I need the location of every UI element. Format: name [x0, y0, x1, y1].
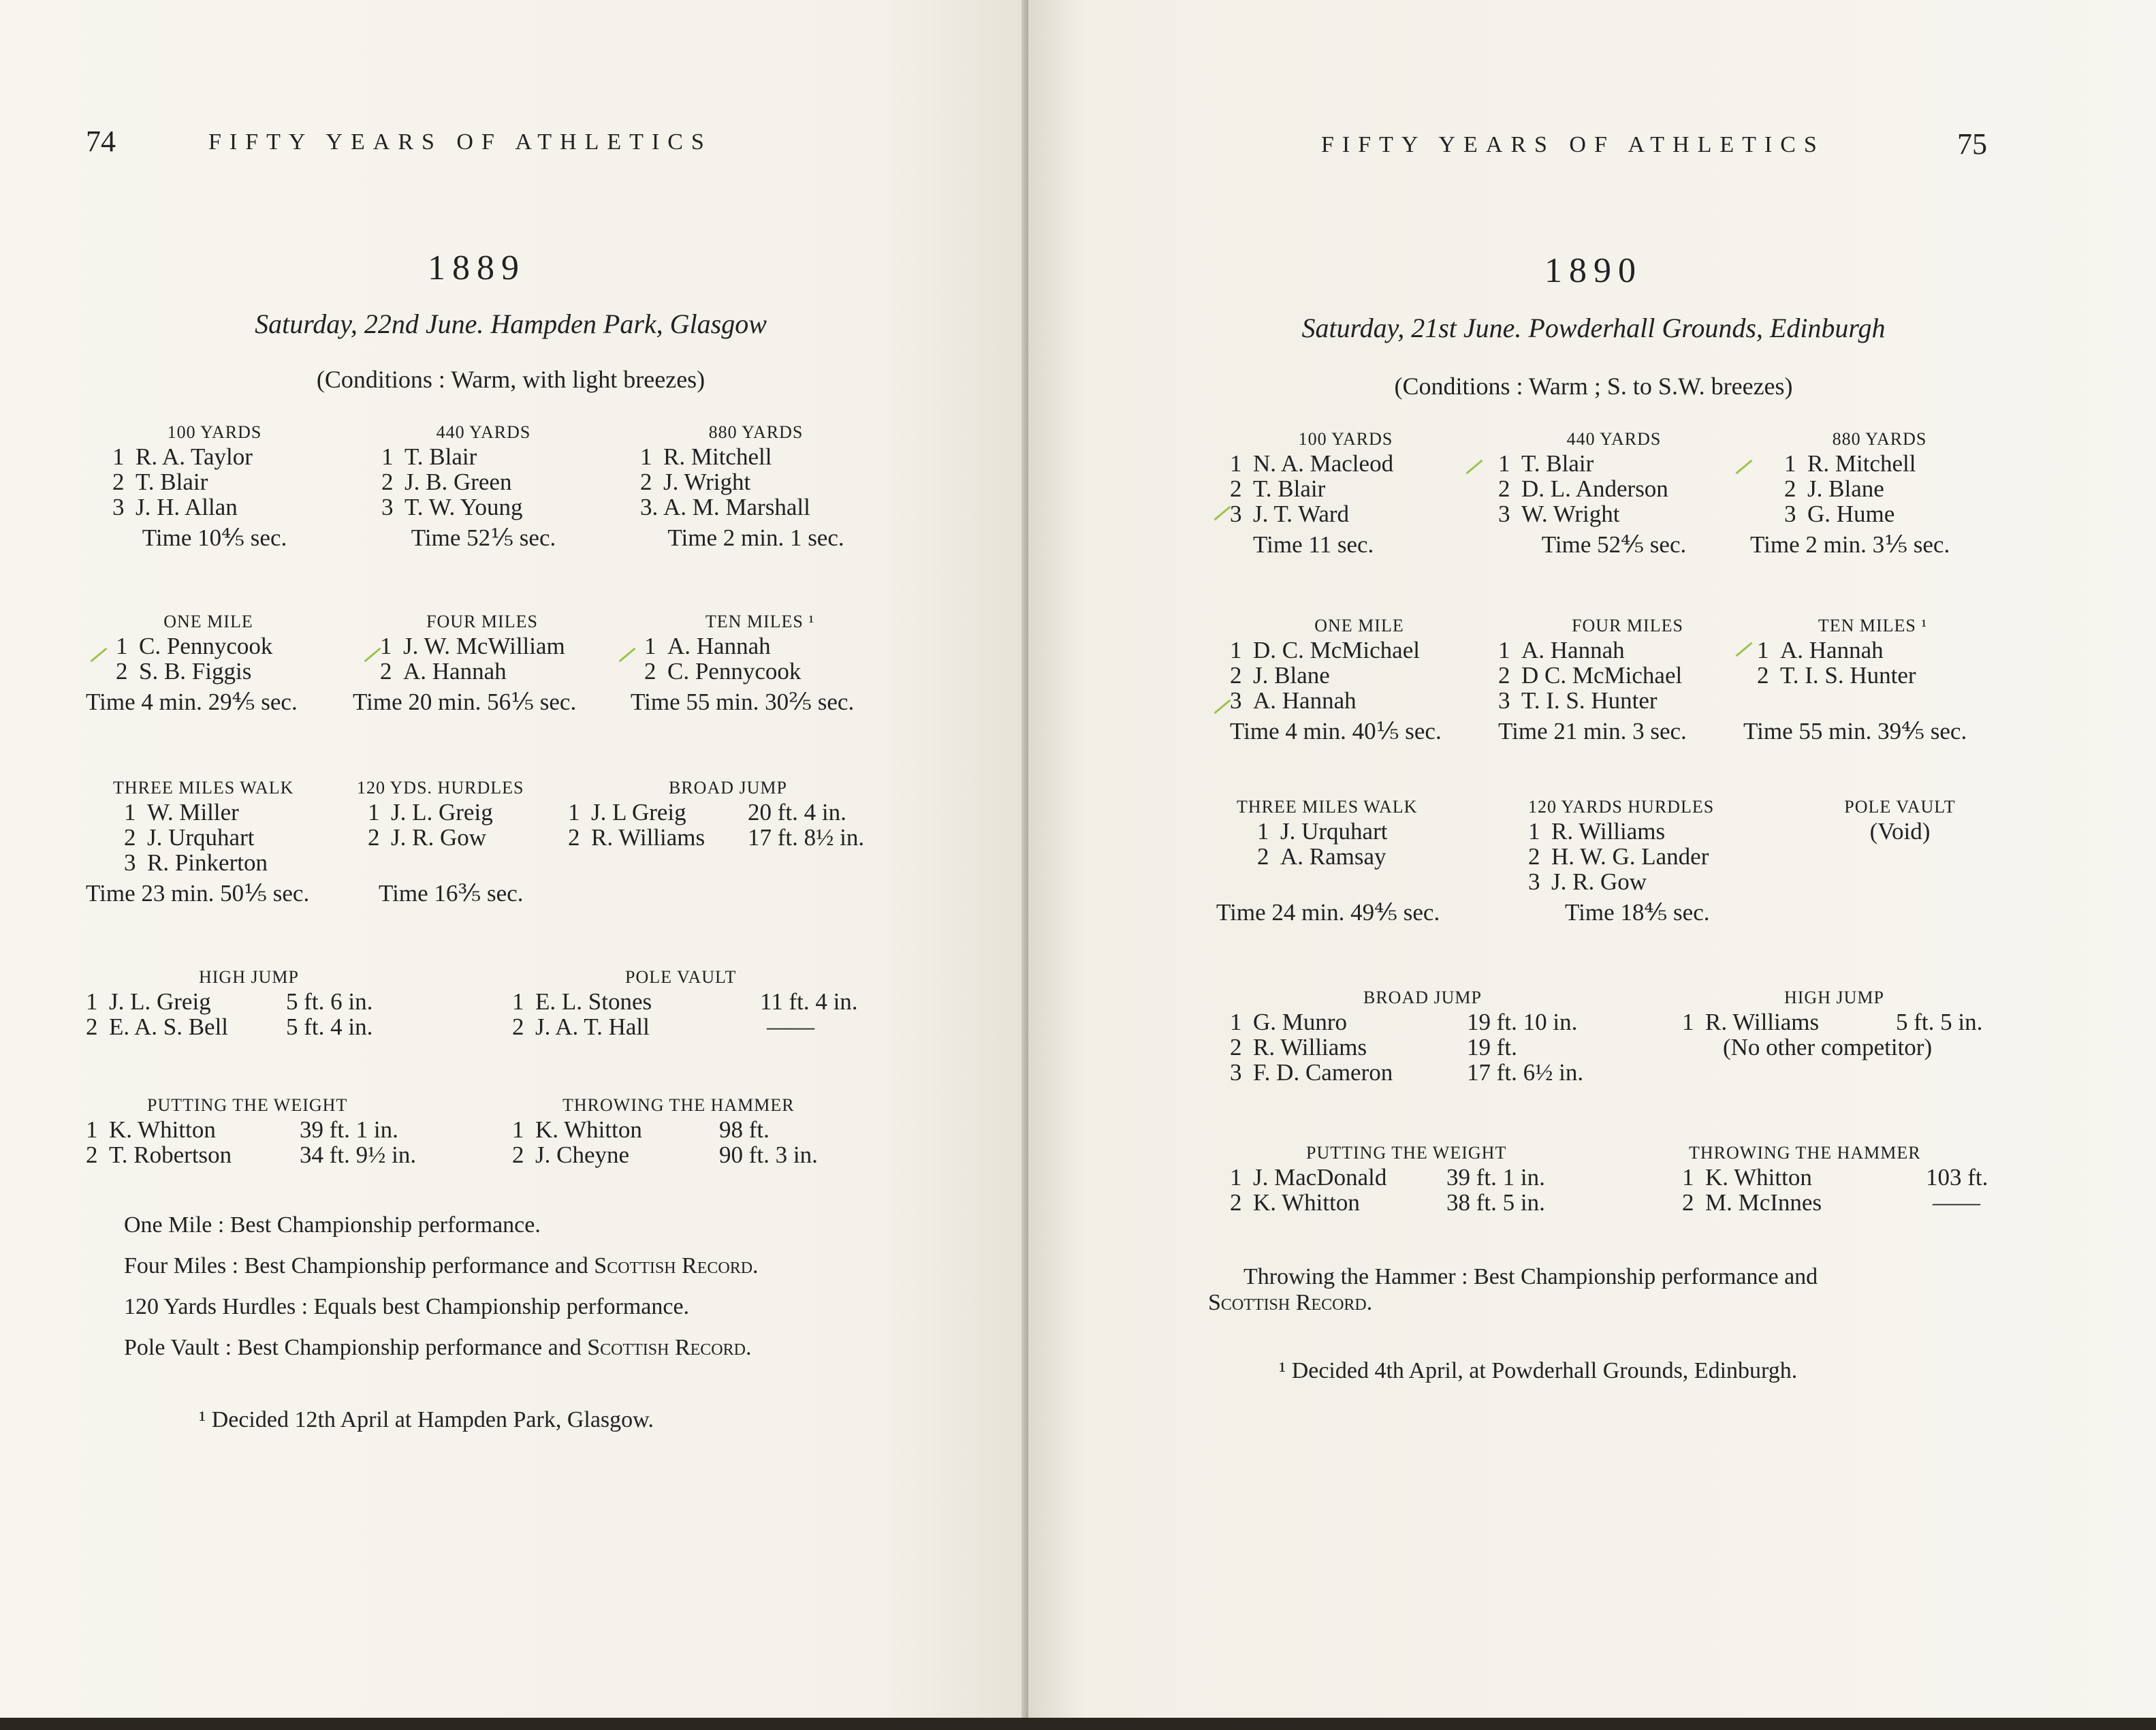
result-name: G. Hume	[1807, 501, 1895, 527]
event-time: Time 18⅘ sec.	[1565, 899, 1710, 926]
pencil-tick-mark	[1214, 506, 1231, 521]
result-name: A. M. Marshall	[663, 494, 810, 520]
result-name: H. W. G. Lander	[1551, 843, 1709, 870]
event-title: BROAD JUMP	[1363, 988, 1482, 1007]
event-time: Time 55 min. 39⅘ sec.	[1743, 718, 1967, 744]
result-name: T. Blair	[136, 469, 208, 495]
event-title: PUTTING THE WEIGHT	[1306, 1143, 1507, 1163]
result-value: 103 ft.	[1926, 1164, 1988, 1191]
event-putting-the-weight: PUTTING THE WEIGHT 1 J. MacDonald 39 ft. 1 in. 2 K. Whitton 38 ft. 5 in.	[1230, 1142, 1611, 1215]
event-title: BROAD JUMP	[669, 778, 787, 798]
pencil-tick-mark	[1214, 699, 1231, 714]
event-title: THREE MILES WALK	[113, 778, 294, 798]
event-title: 440 YARDS	[1566, 429, 1662, 449]
event-time: Time 20 min. 56⅕ sec.	[353, 689, 577, 715]
result-name: E. L. Stones	[535, 988, 652, 1015]
event-time: Time 55 min. 30⅖ sec.	[631, 689, 855, 715]
result-name: R. Mitchell	[663, 443, 772, 470]
event-title: HIGH JUMP	[1784, 988, 1884, 1007]
result-name: J. W. McWilliam	[403, 633, 565, 659]
event-title: FOUR MILES	[1572, 616, 1683, 635]
page-number: 75	[1957, 127, 1987, 161]
result-name: J. A. T. Hall	[535, 1013, 650, 1040]
result-value: 5 ft. 5 in.	[1896, 1009, 1983, 1035]
event-title: 120 YARDS HURDLES	[1528, 797, 1715, 817]
left-page	[0, 0, 1028, 1718]
result-name: D. L. Anderson	[1521, 475, 1668, 502]
result-name: J. B. Green	[405, 469, 512, 495]
event-title: TEN MILES ¹	[705, 612, 815, 631]
event-title: 120 YDS. HURDLES	[357, 778, 524, 798]
result-name: T. Robertson	[109, 1142, 232, 1168]
result-name: M. McInnes	[1705, 1189, 1822, 1216]
event-time: Time 16⅗ sec.	[379, 880, 524, 907]
event-title: TEN MILES ¹	[1818, 616, 1928, 635]
event-100-yards: 100 YARDS 1 R. A. Taylor 2 T. Blair 3 J. H. Allan Time 10⅘ sec.	[112, 421, 317, 550]
page-number: 74	[86, 125, 116, 158]
result-name: A. Hannah	[1253, 687, 1357, 714]
event-title: POLE VAULT	[625, 967, 737, 987]
result-name: J. Urquhart	[147, 824, 255, 851]
result-value: ——	[767, 1013, 814, 1040]
event-title: 100 YARDS	[1298, 429, 1393, 449]
result-name: T. Blair	[1253, 475, 1326, 502]
note-one-mile: One Mile : Best Championship performance.	[124, 1212, 541, 1238]
event-putting-the-weight: PUTTING THE WEIGHT 1 K. Whitton 39 ft. 1 in. 2 T. Robertson 34 ft. 9½ in.	[86, 1094, 454, 1167]
event-time: Time 4 min. 29⅘ sec.	[86, 689, 298, 715]
result-name: S. B. Figgis	[139, 658, 252, 685]
result-name: A. Hannah	[1521, 637, 1625, 663]
result-name: J. Wright	[663, 469, 751, 495]
result-name: K. Whitton	[1705, 1164, 1812, 1191]
result-name: R. Mitchell	[1807, 450, 1916, 477]
result-name: J. R. Gow	[1551, 868, 1647, 895]
result-name: R. Williams	[1705, 1009, 1820, 1035]
note-hammer: Throwing the Hammer : Best Championship performance and	[1243, 1264, 1818, 1289]
meet-subtitle: Saturday, 22nd June. Hampden Park, Glasgow	[255, 309, 767, 339]
right-page	[1028, 0, 2156, 1718]
result-name: R. Williams	[591, 824, 706, 851]
note-pole-vault: Pole Vault : Best Championship performance and Scottish Record.	[124, 1335, 752, 1360]
result-name: J. L Greig	[591, 799, 686, 825]
event-high-jump: HIGH JUMP 1 J. L. Greig 5 ft. 6 in. 2 E. A. S. Bell 5 ft. 4 in.	[86, 966, 440, 1039]
result-value: 39 ft. 1 in.	[300, 1116, 398, 1143]
result-name: G. Munro	[1253, 1009, 1348, 1035]
event-880-yards: 880 YARDS 1 R. Mitchell 2 J. Wright 3. A. M. Marshall Time 2 min. 1 sec.	[640, 421, 872, 550]
conditions: (Conditions : Warm ; S. to S.W. breezes)	[1394, 373, 1793, 400]
result-value: 5 ft. 4 in.	[286, 1013, 373, 1040]
note-hurdles: 120 Yards Hurdles : Equals best Championship performance.	[124, 1294, 690, 1319]
result-name: T. I. S. Hunter	[1521, 687, 1658, 714]
result-name: T. Blair	[1521, 450, 1594, 477]
result-name: A. Hannah	[1780, 637, 1884, 663]
result-name: T. I. S. Hunter	[1780, 662, 1916, 689]
result-name: T. Blair	[405, 443, 477, 470]
note-scottish-record: Scottish Record.	[1208, 1290, 1373, 1315]
event-throwing-the-hammer: THROWING THE HAMMER 1 K. Whitton 98 ft. 2 J. Cheyne 90 ft. 3 in.	[512, 1094, 880, 1167]
event-title: 440 YARDS	[436, 422, 531, 442]
result-value: 98 ft.	[719, 1116, 770, 1143]
event-title: 880 YARDS	[1832, 429, 1927, 449]
event-title: ONE MILE	[1314, 616, 1404, 635]
event-high-jump: HIGH JUMP 1 R. Williams 5 ft. 5 in. (No other competitor)	[1682, 986, 2036, 1060]
result-name: J. R. Gow	[391, 824, 487, 851]
event-880-yards: 880 YARDS 1 R. Mitchell 2 J. Blane 3 G. Hume Time 2 min. 3⅕ sec.	[1750, 428, 2009, 557]
result-name: J. Blane	[1807, 475, 1884, 502]
event-title: THROWING THE HAMMER	[562, 1095, 795, 1115]
result-name: R. Williams	[1253, 1034, 1367, 1060]
event-title: 880 YARDS	[708, 422, 804, 442]
result-name: J. L. Greig	[109, 988, 211, 1015]
event-440-yards: 440 YARDS 1 T. Blair 2 J. B. Green 3 T. W. Young Time 52⅕ sec.	[381, 421, 586, 550]
result-value: 19 ft.	[1467, 1034, 1517, 1060]
result-name: A. Hannah	[403, 658, 507, 685]
event-title: FOUR MILES	[426, 612, 538, 631]
event-time: Time 52⅘ sec.	[1541, 531, 1687, 558]
result-name: R. A. Taylor	[136, 443, 253, 470]
result-name: K. Whitton	[109, 1116, 216, 1143]
result-name: E. A. S. Bell	[109, 1013, 229, 1040]
result-value: 39 ft. 1 in.	[1446, 1164, 1545, 1191]
event-one-mile: ONE MILE 1 C. Pennycook 2 S. B. Figgis Time 4 min. 29⅘ sec.	[86, 610, 331, 714]
running-head: FIFTY YEARS OF ATHLETICS	[208, 129, 712, 155]
no-other-competitor: (No other competitor)	[1723, 1034, 1933, 1060]
event-title: THROWING THE HAMMER	[1689, 1143, 1921, 1163]
result-name: R. Pinkerton	[147, 849, 268, 876]
result-value: 20 ft. 4 in.	[748, 799, 846, 825]
void-label: (Void)	[1869, 818, 1931, 845]
meet-subtitle: Saturday, 21st June. Powderhall Grounds, Edinburgh	[1301, 313, 1886, 343]
result-name: K. Whitton	[1253, 1189, 1360, 1216]
result-value: ——	[1933, 1189, 1980, 1216]
result-value: 5 ft. 6 in.	[286, 988, 373, 1015]
result-value: 19 ft. 10 in.	[1467, 1009, 1578, 1035]
result-name: T. W. Young	[405, 494, 523, 520]
result-name: D C. McMichael	[1521, 662, 1683, 689]
result-value: 38 ft. 5 in.	[1446, 1189, 1545, 1216]
event-120-yards-hurdles: 120 YARDS HURDLES 1 R. Williams 2 H. W. G. Lander 3 J. R. Gow Time 18⅘ sec.	[1528, 796, 1760, 925]
event-four-miles: FOUR MILES 1 A. Hannah 2 D C. McMichael 3 T. I. S. Hunter Time 21 min. 3 sec.	[1498, 614, 1757, 744]
event-time: Time 21 min. 3 sec.	[1498, 718, 1687, 744]
running-head: FIFTY YEARS OF ATHLETICS	[1321, 132, 1825, 157]
result-name: J. H. Allan	[136, 494, 238, 520]
event-title: POLE VAULT	[1844, 797, 1956, 817]
event-title: PUTTING THE WEIGHT	[147, 1095, 348, 1115]
result-value: 11 ft. 4 in.	[760, 988, 858, 1015]
result-name: F. D. Cameron	[1253, 1059, 1393, 1086]
event-three-miles-walk: THREE MILES WALK 1 J. Urquhart 2 A. Ramsay Time 24 min. 49⅘ sec.	[1216, 796, 1475, 925]
event-title: HIGH JUMP	[199, 967, 299, 987]
event-120-yds-hurdles: 120 YDS. HURDLES 1 J. L. Greig 2 J. R. Gow Time 16⅗ sec.	[357, 776, 561, 906]
event-time: Time 24 min. 49⅘ sec.	[1216, 899, 1440, 926]
footnote: ¹ Decided 4th April, at Powderhall Grounds, Edinburgh.	[1279, 1358, 1798, 1383]
event-broad-jump: BROAD JUMP 1 J. L Greig 20 ft. 4 in. 2 R. Williams 17 ft. 8½ in.	[568, 776, 888, 850]
result-name: A. Ramsay	[1280, 843, 1386, 870]
result-name: J. Urquhart	[1280, 818, 1388, 845]
result-name: N. A. Macleod	[1253, 450, 1394, 477]
result-name: K. Whitton	[535, 1116, 642, 1143]
event-ten-miles: TEN MILES ¹ 1 A. Hannah 2 T. I. S. Hunter Time 55 min. 39⅘ sec.	[1743, 614, 2002, 744]
result-value: 17 ft. 8½ in.	[748, 824, 865, 851]
result-name: J. Blane	[1253, 662, 1330, 689]
result-name: C. Pennycook	[139, 633, 273, 659]
result-value: 17 ft. 6½ in.	[1467, 1059, 1584, 1086]
year-heading: 1890	[1544, 251, 1643, 290]
result-name: J. L. Greig	[391, 799, 493, 825]
event-four-miles: FOUR MILES 1 J. W. McWilliam 2 A. Hannah Time 20 min. 56⅕ sec.	[353, 610, 612, 714]
event-title: 100 YARDS	[167, 422, 262, 442]
footnote: ¹ Decided 12th April at Hampden Park, Glasgow.	[199, 1407, 654, 1432]
event-broad-jump: BROAD JUMP 1 G. Munro 19 ft. 10 in. 2 R. Williams 19 ft. 3 F. D. Cameron 17 ft. 6½ in.	[1230, 986, 1611, 1085]
result-name: D. C. McMichael	[1253, 637, 1420, 663]
event-time: Time 52⅕ sec.	[411, 524, 556, 551]
result-name: J. MacDonald	[1253, 1164, 1387, 1191]
event-440-yards: 440 YARDS 1 T. Blair 2 D. L. Anderson 3 W. Wright Time 52⅘ sec.	[1498, 428, 1730, 557]
event-ten-miles: TEN MILES ¹ 1 A. Hannah 2 C. Pennycook Time 55 min. 30⅖ sec.	[631, 610, 889, 714]
event-time: Time 2 min. 1 sec.	[667, 524, 844, 551]
result-name: A. Hannah	[667, 633, 771, 659]
event-three-miles-walk: THREE MILES WALK 1 W. Miller 2 J. Urquhart 3 R. Pinkerton Time 23 min. 50⅕ sec.	[86, 776, 345, 906]
note-four-miles: Four Miles : Best Championship performance and Scottish Record.	[124, 1253, 759, 1278]
event-time: Time 11 sec.	[1253, 531, 1374, 558]
result-name: J. Cheyne	[535, 1142, 630, 1168]
result-name: W. Miller	[147, 799, 239, 825]
event-time: Time 2 min. 3⅕ sec.	[1750, 531, 1950, 558]
result-name: R. Williams	[1551, 818, 1666, 845]
result-name: J. T. Ward	[1253, 501, 1350, 527]
event-time: Time 10⅘ sec.	[142, 524, 287, 551]
result-value: 34 ft. 9½ in.	[300, 1142, 417, 1168]
conditions: (Conditions : Warm, with light breezes)	[316, 366, 706, 393]
result-name: W. Wright	[1521, 501, 1620, 527]
result-name: C. Pennycook	[667, 658, 802, 685]
event-title: THREE MILES WALK	[1237, 797, 1418, 817]
event-100-yards: 100 YARDS 1 N. A. Macleod 2 T. Blair 3 J. T. Ward Time 11 sec.	[1230, 428, 1461, 557]
event-one-mile: ONE MILE 1 D. C. McMichael 2 J. Blane 3 A. Hannah Time 4 min. 40⅕ sec.	[1230, 614, 1489, 744]
event-pole-vault	[1811, 796, 1988, 844]
event-pole-vault: POLE VAULT 1 E. L. Stones 11 ft. 4 in. 2 J. A. T. Hall ——	[512, 966, 880, 1039]
pencil-tick-mark	[1466, 460, 1483, 475]
event-title: ONE MILE	[163, 612, 253, 631]
event-time: Time 23 min. 50⅕ sec.	[86, 880, 310, 907]
year-heading: 1889	[428, 249, 526, 287]
result-value: 90 ft. 3 in.	[719, 1142, 818, 1168]
event-time: Time 4 min. 40⅕ sec.	[1230, 718, 1442, 744]
event-throwing-the-hammer: THROWING THE HAMMER 1 K. Whitton 103 ft. 2 M. McInnes ——	[1682, 1142, 2036, 1215]
